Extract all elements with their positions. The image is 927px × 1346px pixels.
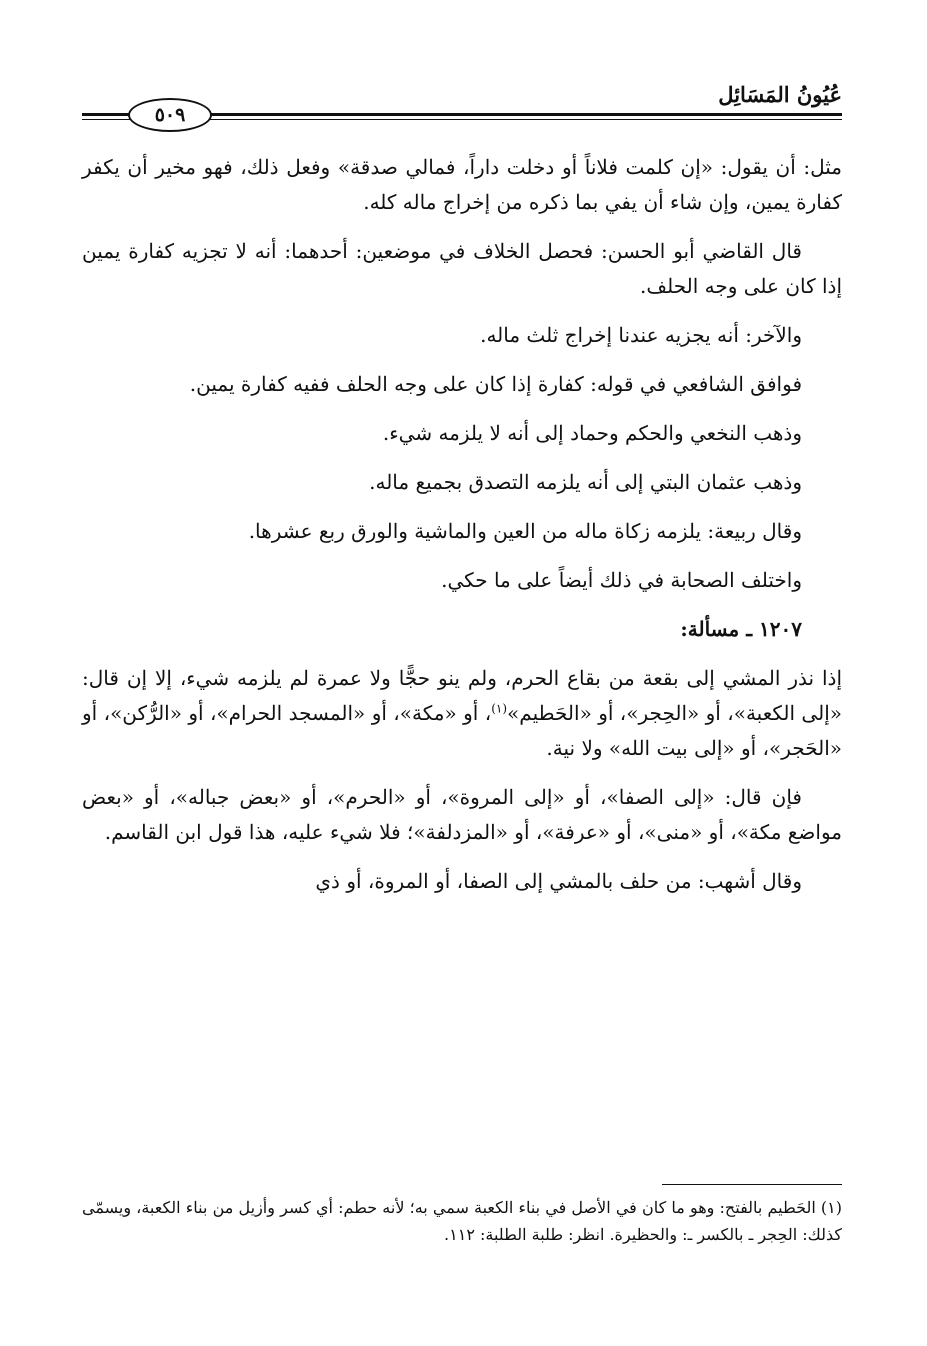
footnote-reference[interactable]: (١) xyxy=(491,701,508,716)
footnote: (١) الحَطيم بالفتح: وهو ما كان في الأصل في بناء الكعبة سمي به؛ لأنه حطم: أي كسر وأزيل من بناء الكعبة، ويسمّى كذلك: الحِجر ـ بالكسر ـ: والحظيرة. انظر: طلبة الطلبة: ١١٢. xyxy=(82,1198,842,1244)
footnote-separator xyxy=(662,1184,842,1185)
page-header xyxy=(82,80,842,130)
paragraph: فوافق الشافعي في قوله: كفارة إذا كان على وجه الحلف ففيه كفارة يمين. xyxy=(189,372,802,396)
issue-heading xyxy=(82,612,842,647)
paragraph: مثل: أن يقول: «إن كلمت فلاناً أو دخلت داراً، فمالي صدقة» وفعل ذلك، فهو مخير أن يكفر كفارة يمين، وإن شاء أن يفي بما ذكره من إخراج ماله كله. xyxy=(82,155,842,214)
page-number-oval xyxy=(128,98,212,132)
paragraph-text: إذا نذر المشي إلى بقعة من بقاع الحرم، ولم ينو حجًّا ولا عمرة لم يلزمه شيء، إلا إن قال: «إلى الكعبة»، أو «الحِجر»، أو «الحَطيم» xyxy=(82,666,842,725)
page-number: ٥٠٩ xyxy=(154,104,186,126)
paragraph: واختلف الصحابة في ذلك أيضاً على ما حكي. xyxy=(441,568,802,592)
main-text xyxy=(82,150,842,913)
paragraph xyxy=(82,661,842,766)
paragraph: والآخر: أنه يجزيه عندنا إخراج ثلث ماله. xyxy=(480,323,802,347)
paragraph: قال القاضي أبو الحسن: فحصل الخلاف في موضعين: أحدهما: أنه لا تجزيه كفارة يمين إذا كان على وجه الحلف. xyxy=(82,239,842,298)
issue-number: ١٢٠٧ ـ xyxy=(746,617,802,641)
paragraph: وقال أشهب: من حلف بالمشي إلى الصفا، أو المروة، أو ذي xyxy=(315,869,802,893)
paragraph: وذهب النخعي والحكم وحماد إلى أنه لا يلزمه شيء. xyxy=(382,421,802,445)
paragraph: وذهب عثمان البتي إلى أنه يلزمه التصدق بجميع ماله. xyxy=(369,470,802,494)
footnotes xyxy=(82,1194,842,1248)
book-title: عُيُونُ المَسَائِل xyxy=(718,82,842,107)
issue-label: مسألة: xyxy=(680,617,740,641)
paragraph: وقال ربيعة: يلزمه زكاة ماله من العين والماشية والورق ربع عشرها. xyxy=(248,519,802,543)
paragraph: فإن قال: «إلى الصفا»، أو «إلى المروة»، أو «الحرم»، أو «بعض جباله»، أو «بعض مواضع مكة»، أو «منى»، أو «عرفة»، أو «المزدلفة»؛ فلا شيء عليه، هذا قول ابن القاسم. xyxy=(82,785,842,844)
paragraph-text: ، أو «مكة»، أو «المسجد الحرام»، أو «الرُّكن»، أو «الحَجر»، أو «إلى بيت الله» ولا نية. xyxy=(82,701,842,760)
